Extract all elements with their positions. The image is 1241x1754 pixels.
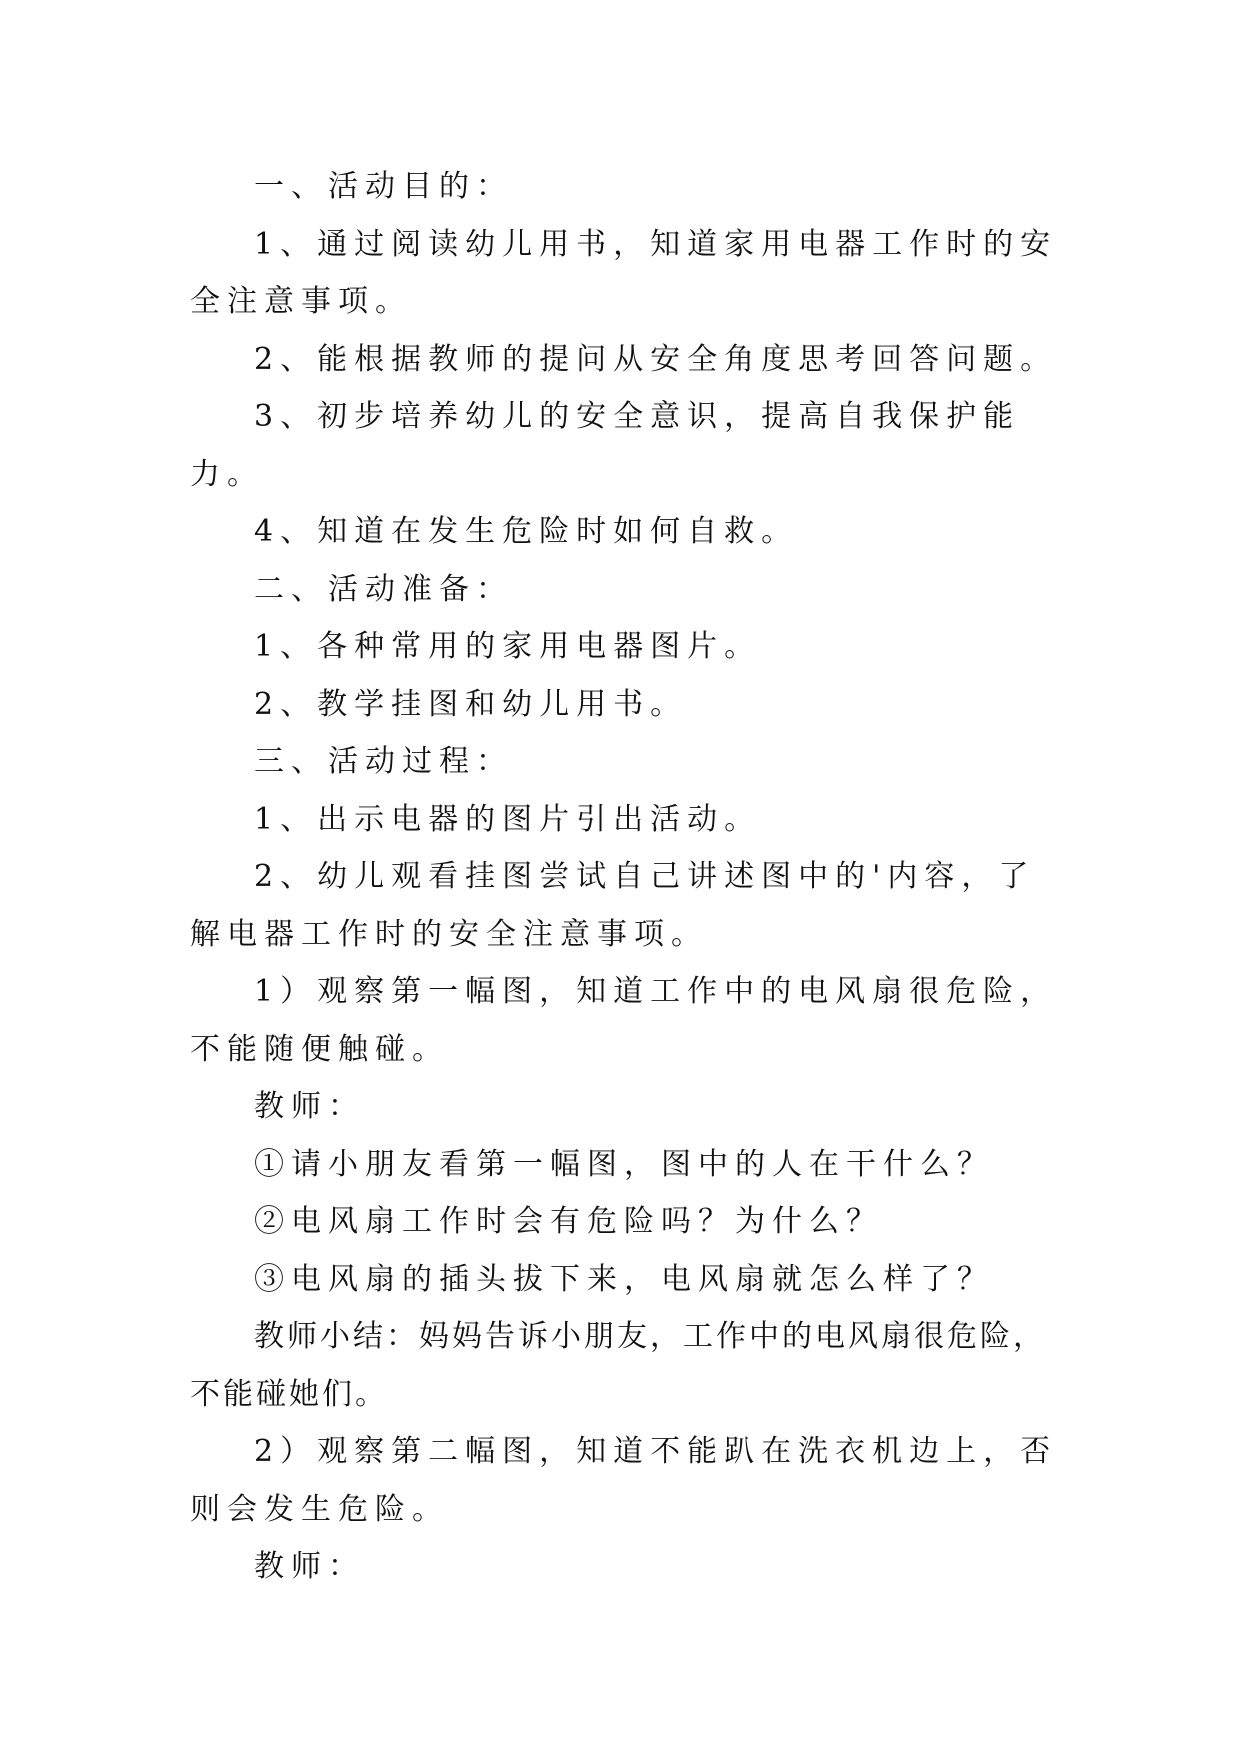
teacher-question-2: ②电风扇工作时会有危险吗？为什么？ [254,1204,883,1239]
goal-item-2: 2、能根据教师的提问从安全角度思考回答问题。 [254,341,1058,377]
teacher-label-2: 教师： [254,1549,365,1584]
section-heading-goals: 一、活动目的： [254,169,513,204]
picture-1-observation: 1）观察第一幅图，知道工作中的电风扇很危险，不能随便触碰。 [190,974,1058,1067]
section-heading-preparation: 二、活动准备： [254,571,513,607]
process-step-2: 2、幼儿观看挂图尝试自己讲述图中的'内容，了解电器工作时的安全注意事项。 [190,859,1036,952]
goal-item-4: 4、知道在发生危险时如何自救。 [254,514,799,549]
preparation-item-1: 1、各种常用的家用电器图片。 [254,629,762,664]
goal-item-3: 3、初步培养幼儿的安全意识，提高自我保护能力。 [190,399,1021,492]
teacher-summary: 教师小结：妈妈告诉小朋友，工作中的电风扇很危险，不能碰她们。 [190,1319,1046,1412]
picture-2-observation: 2）观察第二幅图，知道不能趴在洗衣机边上，否则会发生危险。 [190,1434,1058,1527]
teacher-question-1: ①请小朋友看第一幅图，图中的人在干什么？ [254,1146,994,1182]
section-heading-process: 三、活动过程： [254,744,513,779]
document-body [190,158,1060,1596]
teacher-question-3: ③电风扇的插头拔下来，电风扇就怎么样了？ [254,1261,994,1297]
teacher-label: 教师： [254,1089,365,1124]
preparation-item-2: 2、教学挂图和幼儿用书。 [254,686,688,722]
goal-item-1: 1、通过阅读幼儿用书，知道家用电器工作时的安全注意事项。 [190,226,1058,319]
process-step-1: 1、出示电器的图片引出活动。 [254,801,762,837]
